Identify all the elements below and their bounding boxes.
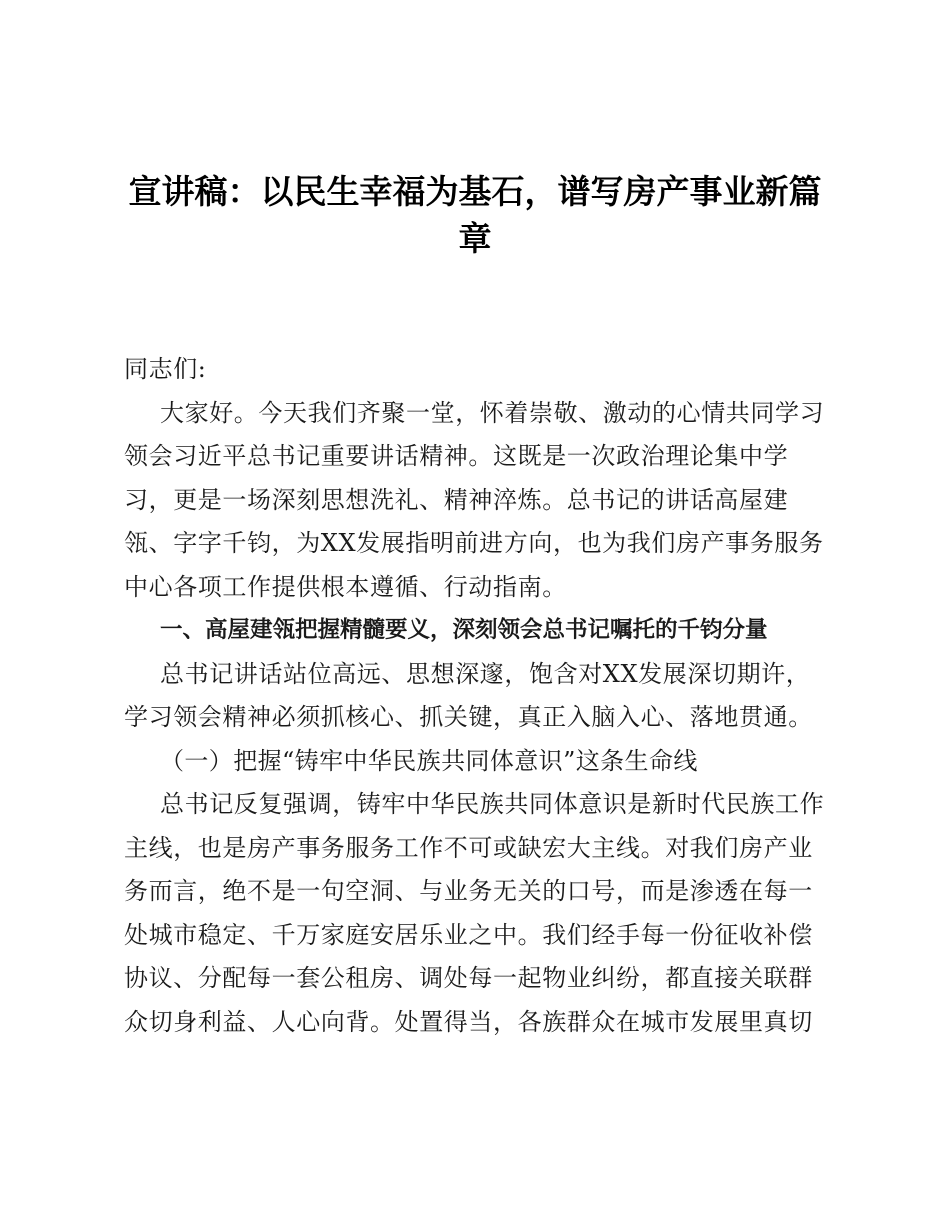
section-heading-1: 一、高屋建瓴把握精髓要义，深刻领会总书记嘱托的千钧分量 (160, 617, 768, 643)
document-title: 宣讲稿：以民生幸福为基石，谱写房产事业新篇章 (128, 172, 822, 258)
opening-paragraph: 大家好。今天我们齐聚一堂，怀着崇敬、激动的心情共同学习领会习近平总书记重要讲话精神。这既是一次政治理论集中学习，更是一场深刻思想洗礼、精神淬炼。总书记的讲话高屋建瓴、字字千钧，为XX发展指明前进方向，也为我们房产事务服务中心各项工作提供根本遵循、行动指南。 (124, 398, 825, 601)
document-body (124, 348, 830, 1044)
section-intro-paragraph: 总书记讲话站位高远、思想深邃，饱含对XX发展深切期许，学习领会精神必须抓核心、抓关键，真正入脑入心、落地贯通。 (124, 659, 813, 731)
subsection-body-paragraph: 总书记反复强调，铸牢中华民族共同体意识是新时代民族工作主线，也是房产事务服务工作不可或缺宏大主线。对我们房产业务而言，绝不是一句空洞、与业务无关的口号，而是渗透在每一处城市稳定、千万家庭安居乐业之中。我们经手每一份征收补偿协议、分配每一套公租房、调处每一起物业纠纷，都直接关联群众切身利益、人心向背。处置得当，各族群众在城市发展里真切 (124, 790, 825, 1036)
salutation: 同志们: (124, 355, 207, 383)
subsection-heading-1: （一）把握“铸牢中华民族共同体意识”这条生命线 (160, 746, 698, 775)
